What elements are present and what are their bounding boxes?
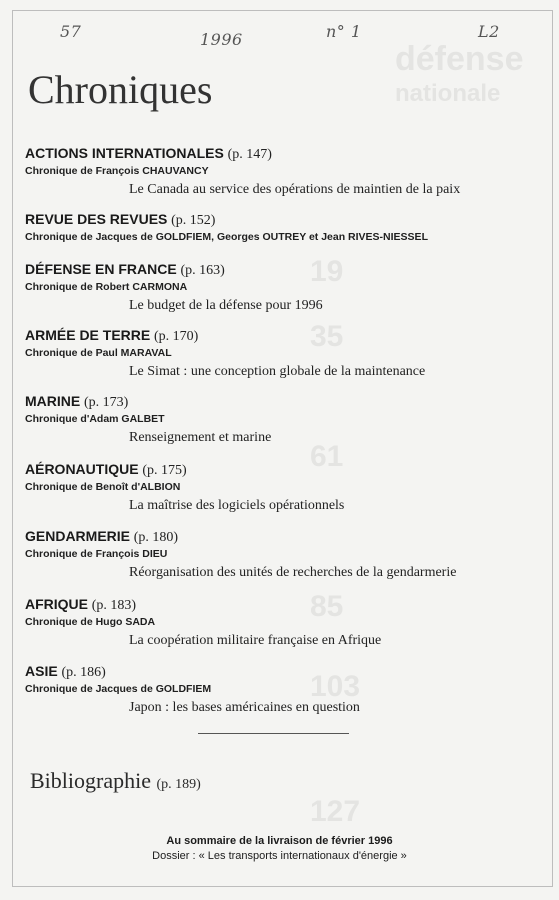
chronicle-title: AÉRONAUTIQUE bbox=[25, 461, 139, 477]
chronicle-author: Chronique de Jacques de GOLDFIEM bbox=[25, 683, 212, 695]
chronicle-title: DÉFENSE EN FRANCE bbox=[25, 261, 177, 277]
chronicle-author: Chronique de François CHAUVANCY bbox=[25, 165, 209, 177]
chronicle-subtitle: Le Canada au service des opérations de maintien de la paix bbox=[129, 182, 461, 197]
show-through-number: 127 bbox=[310, 795, 361, 828]
footer-dossier: Dossier : « Les transports internationaux d'énergie » bbox=[152, 850, 407, 862]
handwritten-note: L2 bbox=[478, 22, 500, 41]
show-through-number: 19 bbox=[310, 255, 344, 288]
page-ref: (p. 183) bbox=[91, 598, 137, 613]
chronicle-title: MARINE bbox=[25, 393, 81, 409]
bibliography-title: Bibliographie bbox=[30, 768, 151, 793]
page-ref: (p. 180) bbox=[133, 530, 179, 545]
chronicle-entry bbox=[25, 460, 344, 517]
chronicle-title: ARMÉE DE TERRE bbox=[25, 327, 151, 343]
footer bbox=[0, 834, 559, 864]
chronicle-subtitle: La maîtrise des logiciels opérationnels bbox=[129, 498, 345, 513]
footer-announcement: Au sommaire de la livraison de février 1996 bbox=[166, 835, 393, 847]
page-ref: (p. 175) bbox=[142, 463, 187, 478]
page-ref: (p. 173) bbox=[83, 395, 129, 410]
chronicle-entry bbox=[25, 144, 460, 201]
chronicle-entry bbox=[25, 662, 360, 719]
chronicle-entry bbox=[25, 260, 323, 317]
chronicle-subtitle: Japon : les bases américaines en question bbox=[129, 700, 360, 715]
chronicle-title: AFRIQUE bbox=[25, 596, 88, 612]
page-ref: (p. 163) bbox=[180, 263, 225, 278]
chronicle-title: ACTIONS INTERNATIONALES bbox=[25, 145, 224, 161]
chronicle-subtitle: La coopération militaire française en Afrique bbox=[129, 633, 382, 648]
handwritten-note: 1996 bbox=[200, 30, 243, 49]
show-through-text: défense bbox=[395, 40, 524, 78]
page-ref: (p. 189) bbox=[156, 777, 201, 792]
chronicle-author: Chronique de Robert CARMONA bbox=[25, 281, 188, 293]
chronicle-entry bbox=[25, 527, 456, 584]
show-through-number: 35 bbox=[310, 320, 344, 353]
chronicle-title: GENDARMERIE bbox=[25, 528, 131, 544]
chronicle-subtitle: Le Simat : une conception globale de la maintenance bbox=[129, 364, 426, 379]
chronicle-entry bbox=[25, 210, 428, 244]
chronicle-subtitle: Réorganisation des unités de recherches de la gendarmerie bbox=[129, 565, 457, 580]
show-through-number: 103 bbox=[310, 670, 361, 703]
chronicle-entry bbox=[25, 595, 381, 652]
page-ref: (p. 147) bbox=[227, 147, 272, 162]
chronicle-author: Chronique de Benoît d'ALBION bbox=[25, 481, 181, 493]
handwritten-note: n° 1 bbox=[326, 22, 362, 41]
chronicle-title: REVUE DES REVUES bbox=[25, 211, 168, 227]
chronicle-author: Chronique de Jacques de GOLDFIEM, Georges OUTREY et Jean RIVES-NIESSEL bbox=[25, 231, 428, 243]
page-ref: (p. 170) bbox=[153, 329, 199, 344]
page-ref: (p. 152) bbox=[171, 213, 216, 228]
chronicle-title: ASIE bbox=[25, 663, 58, 679]
chronicle-subtitle: Le budget de la défense pour 1996 bbox=[129, 298, 323, 313]
chronicle-author: Chronique de Paul MARAVAL bbox=[25, 347, 172, 359]
chronicle-entry bbox=[25, 326, 425, 383]
chronicle-entry bbox=[25, 392, 271, 449]
chronicle-author: Chronique d'Adam GALBET bbox=[25, 413, 165, 425]
chronicle-author: Chronique de François DIEU bbox=[25, 548, 168, 560]
handwritten-note: 57 bbox=[60, 22, 82, 41]
page-title: Chroniques bbox=[28, 67, 213, 112]
chronicle-subtitle: Renseignement et marine bbox=[129, 430, 272, 445]
show-through-number: 61 bbox=[310, 440, 344, 473]
show-through-number: 85 bbox=[310, 590, 344, 623]
bibliography-heading bbox=[30, 768, 201, 794]
show-through-text: nationale bbox=[395, 80, 501, 107]
chronicle-author: Chronique de Hugo SADA bbox=[25, 616, 156, 628]
divider bbox=[198, 733, 349, 734]
page-ref: (p. 186) bbox=[61, 665, 106, 680]
